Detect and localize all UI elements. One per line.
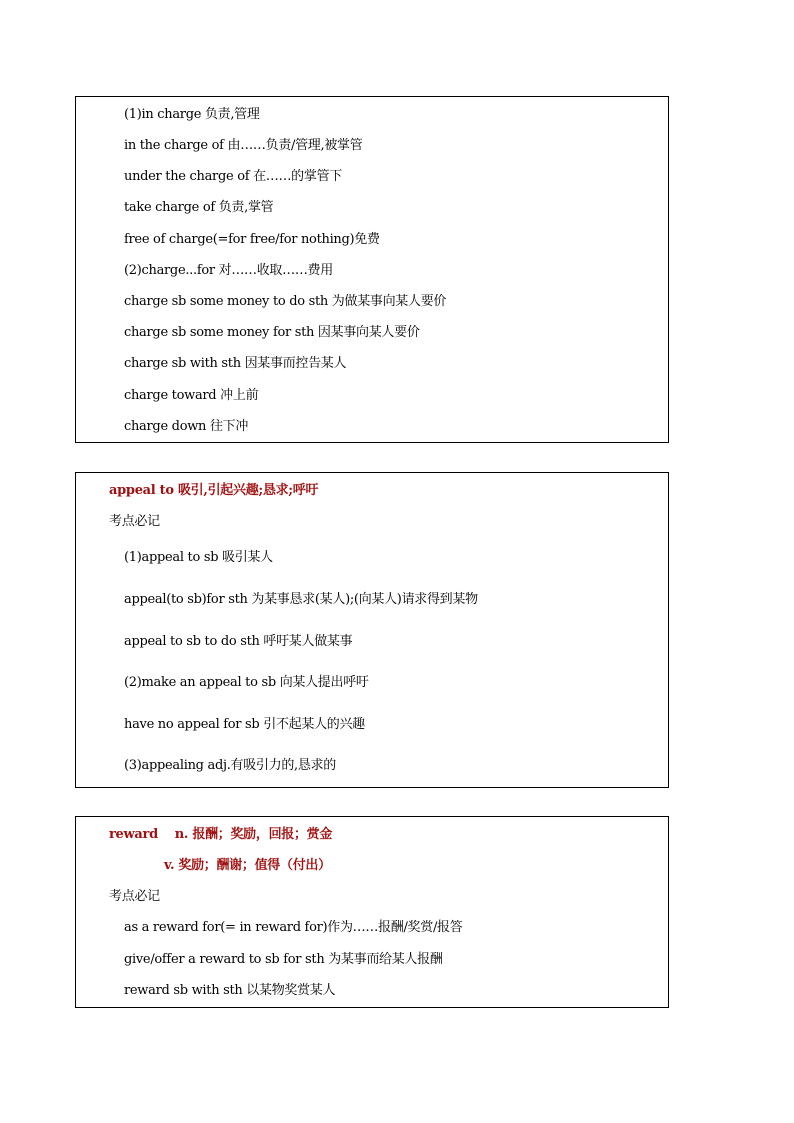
phrase-line: (1)in charge 负责,管理 [124,107,260,122]
phrase-line: (2)make an appeal to sb 向某人提出呼吁 [124,675,369,690]
section-subtitle: 考点必记 [109,889,160,904]
phrase-line: free of charge(=for free/for nothing)免费 [124,232,380,247]
headword-noun: reward n. 报酬；奖励，回报；赏金 [109,827,333,842]
appeal-phrases-box [75,472,669,788]
phrase-line: appeal to sb to do sth 呼吁某人做某事 [124,634,353,649]
phrase-line: have no appeal for sb 引不起某人的兴趣 [124,717,365,732]
phrase-line: charge sb some money to do sth 为做某事向某人要价 [124,294,447,309]
phrase-line: charge toward 冲上前 [124,388,259,403]
phrase-line: under the charge of 在……的掌管下 [124,169,342,184]
phrase-line: take charge of 负责,掌管 [124,200,274,215]
phrase-line: as a reward for(= in reward for)作为……报酬/奖赏/报答 [124,920,463,935]
headword-verb: v. 奖励；酬谢；值得（付出） [164,858,331,873]
charge-phrases-box [75,96,669,443]
headword: appeal to 吸引,引起兴趣;恳求;呼吁 [109,483,319,498]
section-subtitle: 考点必记 [109,514,160,529]
phrase-line: (1)appeal to sb 吸引某人 [124,550,273,565]
phrase-line: appeal(to sb)for sth 为某事恳求(某人);(向某人)请求得到某物 [124,592,478,607]
phrase-line: in the charge of 由……负责/管理,被掌管 [124,138,363,153]
phrase-line: charge sb with sth 因某事而控告某人 [124,356,347,371]
phrase-line: (3)appealing adj.有吸引力的,恳求的 [124,758,336,773]
phrase-line: charge sb some money for sth 因某事向某人要价 [124,325,420,340]
phrase-line: reward sb with sth 以某物奖赏某人 [124,983,336,998]
phrase-line: give/offer a reward to sb for sth 为某事而给某人报酬 [124,952,443,967]
reward-phrases-box [75,816,669,1008]
phrase-line: (2)charge...for 对……收取……费用 [124,263,333,278]
phrase-line: charge down 往下冲 [124,419,249,434]
